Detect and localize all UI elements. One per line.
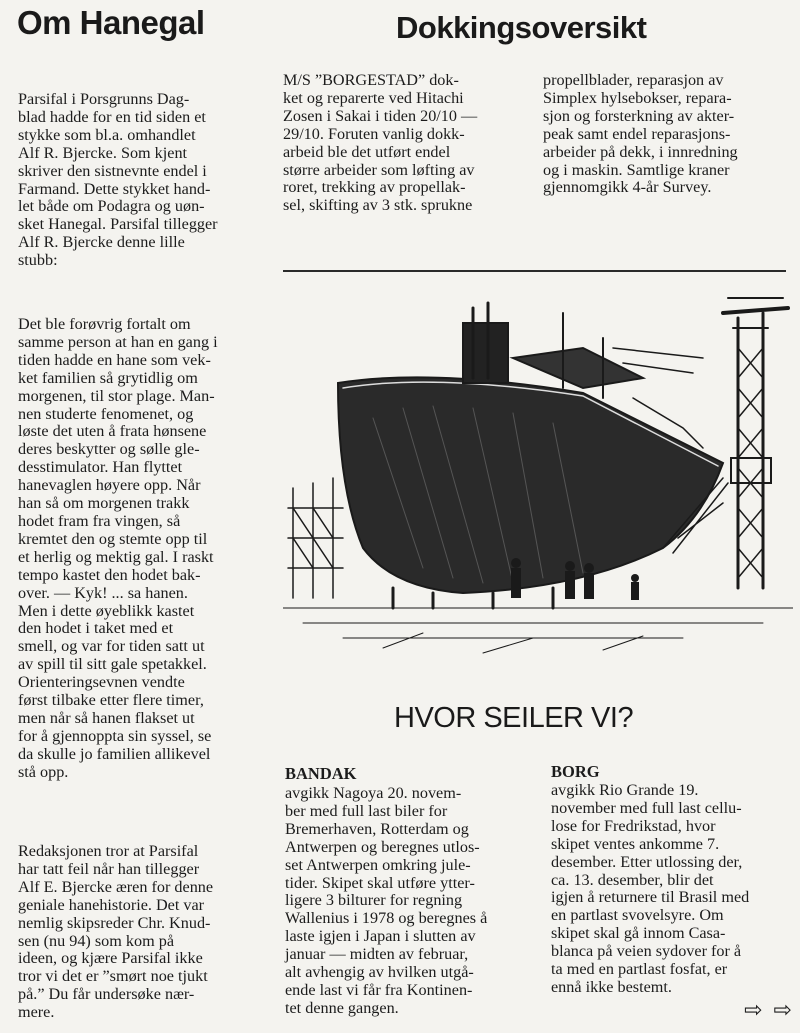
- hanegal-paragraph-2: Det ble forøvrig fortalt om samme person at han en gang i tiden hadde en hane som vek- ket familien så grytidlig om morgenen, til stor plage. Man- nen studerte fenomenet, og løste det uten å frata hønsene deres beskytter og sølle gle- desstimulator. Han flyttet hanevaglen høyere opp. Når han så om morgenen trakk hodet fram fra vingen, så kremtet den og stemte opp til et herlig og mektig gal. I raskt tempo kastet den hodet bak- over. — Kyk! ... sa hanen. Men i dette øyeblikk kastet den hodet i taket med et smell, og var for tiden satt ut av spill til sitt gale spetakkel. Orienteringsevnen vendte først tilbake etter flere timer, men når så hanen flakset ut for å gjennoppta sin syssel, se da skulle jo familien allikevel stå opp.: [18, 315, 218, 781]
- borg-ship-name: BORG: [551, 762, 600, 781]
- bandak-ship-name: BANDAK: [285, 764, 357, 783]
- docking-text-col2: propellblader, reparasjon av Simplex hylsebokser, repara- sjon og forsterkning av akter- peak samt endel reparasjons- arbeider på dekk, i innredning og i maskin. Samtlige kraner gjennomgikk 4-år Survey.: [543, 71, 738, 197]
- scaffold-icon: [288, 478, 343, 598]
- borg-text: avgikk Rio Grande 19. november med full last cellu- lose for Fredrikstad, hvor skipet ventes ankomme 7. desember. Etter utlossing der, ca. 13. desember, blir det igjen å returnere til Brasil med en partlast svovelsyre. Om skipet skal gå innom Casa- blanca på veien sydover for å ta med en partlast fosfat, er ennå ikke bestemt.: [551, 781, 750, 996]
- hanegal-paragraph-3: Redaksjonen tror at Parsifal har tatt feil når han tillegger Alf E. Bjercke æren for denne geniale hanehistorie. Det var nemlig skipsreder Chr. Knud- sen (nu 94) som kom på ideen, og kjære Parsifal ikke tror vi det er ”smørt noe tjukt på.” Du får undersøke nær- mere.: [18, 842, 214, 1022]
- continue-arrows-icon: ⇨ ⇨: [744, 998, 794, 1023]
- om-hanegal-heading: Om Hanegal: [17, 4, 205, 41]
- hanegal-paragraph-1: Parsifal i Porsgrunns Dag- blad hadde for en tid siden et stykke som bl.a. omhandlet Alf R. Bjercke. Som kjent skriver den sistnevnte endel i Farmand. Dette stykket hand- let både om Podagra og uøn- sket Hanegal. Parsifal tillegger Alf R. Bjercke denne lille stubb:: [18, 90, 218, 270]
- hvor-seiler-vi-heading: HVOR SEILER VI?: [394, 702, 634, 734]
- bandak-text: avgikk Nagoya 20. novem- ber med full last biler for Bremerhaven, Rotterdam og Antwerpen og beregnes utlos- set Antwerpen omkring jule- tider. Skipet skal utføre ytter- ligere 3 bilturer for regning Wallenius i 1978 og beregnes å laste igjen i Japan i slutten av januar — midten av februar, alt avhengig av hvilken utgå- ende last vi får fra Kontinen- tet denne gangen.: [285, 784, 488, 1017]
- dokkingsoversikt-heading: Dokkingsoversikt: [396, 10, 647, 45]
- docking-text-col1: M/S ”BORGESTAD” dok- ket og reparerte ved Hitachi Zosen i Sakai i tiden 20/10 — 29/10. Foruten vanlig dokk- arbeid ble det utført endel større arbeider som løfting av roret, trekking av propellak- sel, skifting av 3 stk. sprukne: [283, 71, 478, 215]
- ship-in-drydock-illustration: [283, 288, 793, 660]
- section-divider: [283, 270, 786, 272]
- crane-icon: [723, 298, 788, 588]
